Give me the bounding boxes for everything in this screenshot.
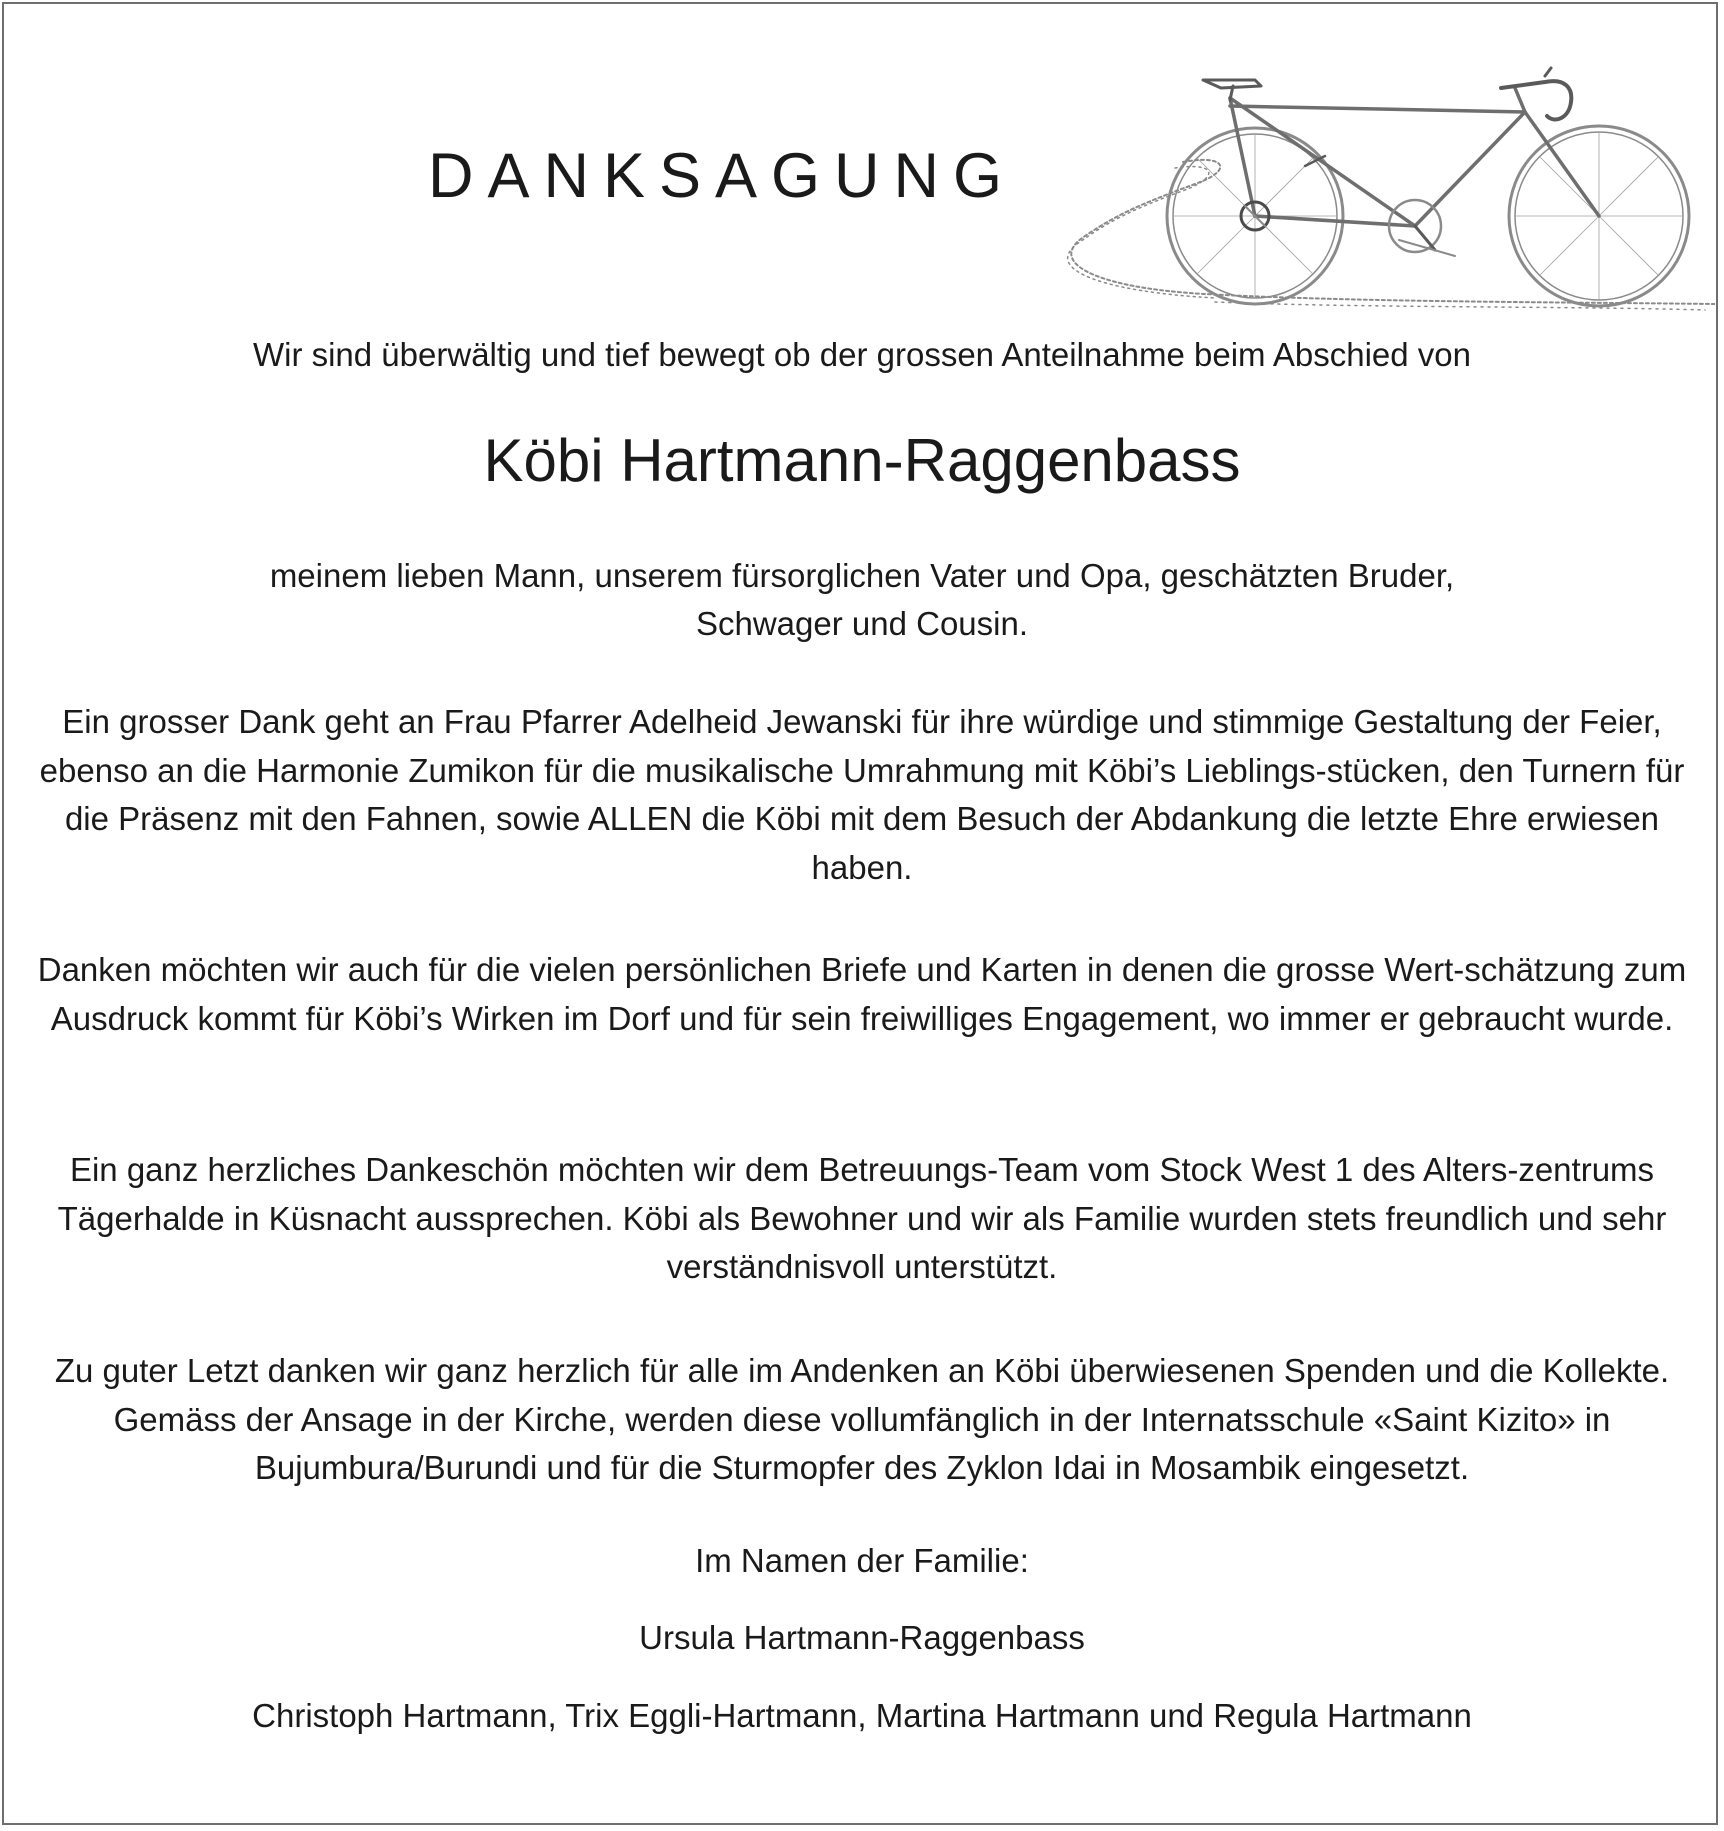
relation-line-2: Schwager und Cousin. bbox=[695, 605, 1029, 642]
intro-text: Wir sind überwältig und tief bewegt ob der grossen Anteilnahme beim Abschied von bbox=[252, 336, 1472, 373]
relation-text bbox=[0, 552, 1724, 648]
thanks-paragraph: Danken möchten wir auch für die vielen persönlichen Briefe und Karten in denen die grosse Wert-schätzung zum Ausdruck kommt für Köbi’s Wirken im Dorf und für sein freiwilliges Engagement, wo immer er gebraucht wurde. bbox=[37, 951, 1687, 1037]
deceased-name: Köbi Hartmann-Raggenbass bbox=[483, 427, 1241, 494]
thanks-paragraph: Ein grosser Dank geht an Frau Pfarrer Adelheid Jewanski für ihre würdige und stimmige Gestaltung der Feier, ebenso an die Harmonie Zumikon für die musikalische Umrahmung mit Köbi’s Lieblings-stücken, den Turnern für die Präsenz mit den Fahnen, sowie ALLEN die Köbi mit dem Besuch der Abdankung die letzte Ehre erwiesen haben. bbox=[39, 703, 1685, 886]
signatory-primary: Ursula Hartmann-Raggenbass bbox=[639, 1619, 1085, 1656]
relation-line-1: meinem lieben Mann, unserem fürsorglichen Vater und Opa, geschätzten Bruder, bbox=[269, 557, 1455, 594]
closing-line: Im Namen der Familie: bbox=[695, 1542, 1029, 1579]
notice-title: DANKSAGUNG bbox=[427, 141, 1017, 211]
thanks-paragraph: Ein ganz herzliches Dankeschön möchten wir dem Betreuungs-Team vom Stock West 1 des Alters-zentrums Tägerhalde in Küsnacht aussprechen. Köbi als Bewohner und wir als Familie wurden stets freundlich und sehr verständnisvoll unterstützt. bbox=[57, 1151, 1667, 1285]
signatory-family: Christoph Hartmann, Trix Eggli-Hartmann, Martina Hartmann und Regula Hartmann bbox=[252, 1697, 1472, 1734]
thanks-paragraph: Zu guter Letzt danken wir ganz herzlich für alle im Andenken an Köbi überwiesenen Spenden und die Kollekte. Gemäss der Ansage in der Kirche, werden diese vollumfänglich in der Internatsschule «Saint Kizito» in Bujumbura/Burundi und für die Sturmopfer des Zyklon Idai in Mosambik eingesetzt. bbox=[54, 1352, 1670, 1486]
